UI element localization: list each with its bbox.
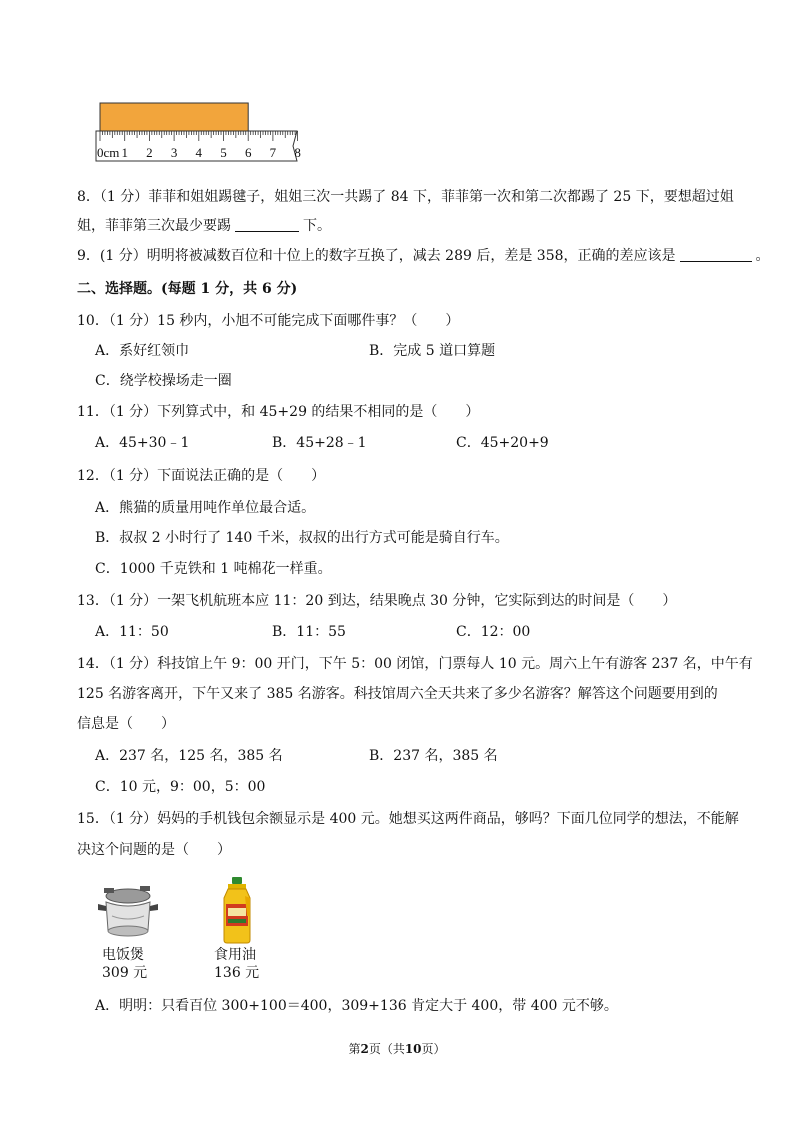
question-8-line2 xyxy=(77,216,331,236)
page-footer xyxy=(0,1040,794,1057)
ruler-label: 5 xyxy=(220,145,227,160)
question-12-option-b[interactable]: B．叔叔 2 小时行了 140 千米，叔叔的出行方式可能是骑自行车。 xyxy=(95,530,509,546)
ruler-label: 2 xyxy=(146,145,153,160)
question-12-option-a[interactable]: A．熊猫的质量用吨作单位最合适。 xyxy=(95,500,316,516)
ruler-bar xyxy=(100,103,248,131)
oil-bottle-icon xyxy=(219,876,255,944)
question-11-option-b[interactable]: B．45+28﹣1 xyxy=(272,435,367,451)
question-10-option-a[interactable]: A．系好红领巾 xyxy=(95,343,190,359)
question-12-stem: 12．（1 分）下面说法正确的是（ ） xyxy=(77,468,326,484)
footer-mid: 页（共 xyxy=(368,1042,405,1056)
question-8-end: 下。 xyxy=(303,218,331,234)
ruler-label: 7 xyxy=(269,145,277,160)
item2-name: 食用油 xyxy=(214,947,256,963)
question-14-option-b[interactable]: B．237 名，385 名 xyxy=(369,748,498,764)
ruler-label: 8 xyxy=(294,145,301,160)
answer-blank-8[interactable] xyxy=(235,217,299,232)
question-9-end: 。 xyxy=(755,248,770,264)
ruler-figure xyxy=(90,100,305,164)
question-9-text: 9．(1 分）明明将被减数百位和十位上的数字互换了，减去 289 后，差是 358，正确的差应该是 xyxy=(77,248,676,264)
item1-name: 电饭煲 xyxy=(102,947,144,963)
question-10-option-b[interactable]: B．完成 5 道口算题 xyxy=(369,343,496,359)
question-9 xyxy=(77,246,770,266)
question-8-line1: 8．（1 分）菲菲和姐姐踢毽子，姐姐三次一共踢了 84 下，菲菲第一次和第二次都踢了 25 下，要想超过姐 xyxy=(77,189,734,205)
footer-page-number: 2 xyxy=(360,1042,369,1056)
ruler-label: 0cm xyxy=(97,145,120,160)
question-14-line1: 14．（1 分）科技馆上午 9：00 开门，下午 5：00 闭馆，门票每人 10 元。周六上午有游客 237 名，中午有 xyxy=(77,656,753,672)
question-10-stem: 10．（1 分）15 秒内，小旭不可能完成下面哪件事？（ ） xyxy=(77,313,460,329)
ruler-labels xyxy=(97,145,301,160)
ruler-label: 4 xyxy=(195,145,203,160)
question-13-option-c[interactable]: C．12：00 xyxy=(456,624,531,640)
question-15-option-a[interactable]: A．明明：只看百位 300+100＝400，309+136 肯定大于 400，带 400 元不够。 xyxy=(95,998,618,1014)
question-15-line2: 决这个问题的是（ ） xyxy=(77,842,231,858)
footer-post: 页） xyxy=(421,1042,446,1056)
rice-cooker-icon xyxy=(96,880,160,942)
item1-price: 309 元 xyxy=(102,965,148,981)
item2-price: 136 元 xyxy=(214,965,260,981)
question-8-text: 姐，菲菲第三次最少要踢 xyxy=(77,218,231,234)
question-14-line3: 信息是（ ） xyxy=(77,716,175,732)
ruler-label: 1 xyxy=(121,145,128,160)
question-13-stem: 13．（1 分）一架飞机航班本应 11：20 到达，结果晚点 30 分钟，它实际到达的时间是（ ） xyxy=(77,593,677,609)
question-14-option-c[interactable]: C．10 元，9：00，5：00 xyxy=(95,779,266,795)
question-14-line2: 125 名游客离开，下午又来了 385 名游客。科技馆周六全天共来了多少名游客？解答这个问题要用到的 xyxy=(77,686,718,702)
question-13-option-a[interactable]: A．11：50 xyxy=(95,624,169,640)
footer-pre: 第 xyxy=(348,1042,361,1056)
footer-total-pages: 10 xyxy=(404,1042,422,1056)
ruler-label: 3 xyxy=(170,145,178,160)
question-13-option-b[interactable]: B．11：55 xyxy=(272,624,346,640)
question-10-option-c[interactable]: C．绕学校操场走一圈 xyxy=(95,373,232,389)
question-14-option-a[interactable]: A．237 名，125 名，385 名 xyxy=(95,748,283,764)
question-12-option-c[interactable]: C．1000 千克铁和 1 吨棉花一样重。 xyxy=(95,561,332,577)
answer-blank-9[interactable] xyxy=(680,247,752,262)
question-11-option-a[interactable]: A．45+30﹣1 xyxy=(95,435,190,451)
question-11-stem: 11．（1 分）下列算式中，和 45+29 的结果不相同的是（ ） xyxy=(77,404,480,420)
question-15-line1: 15．（1 分）妈妈的手机钱包余额显示是 400 元。她想买这两件商品，够吗？下面几位同学的想法，不能解 xyxy=(77,811,739,827)
section-heading: 二、选择题。(每题 1 分，共 6 分) xyxy=(77,281,298,297)
ruler-label: 6 xyxy=(244,145,252,160)
question-11-option-c[interactable]: C．45+20+9 xyxy=(456,435,549,451)
